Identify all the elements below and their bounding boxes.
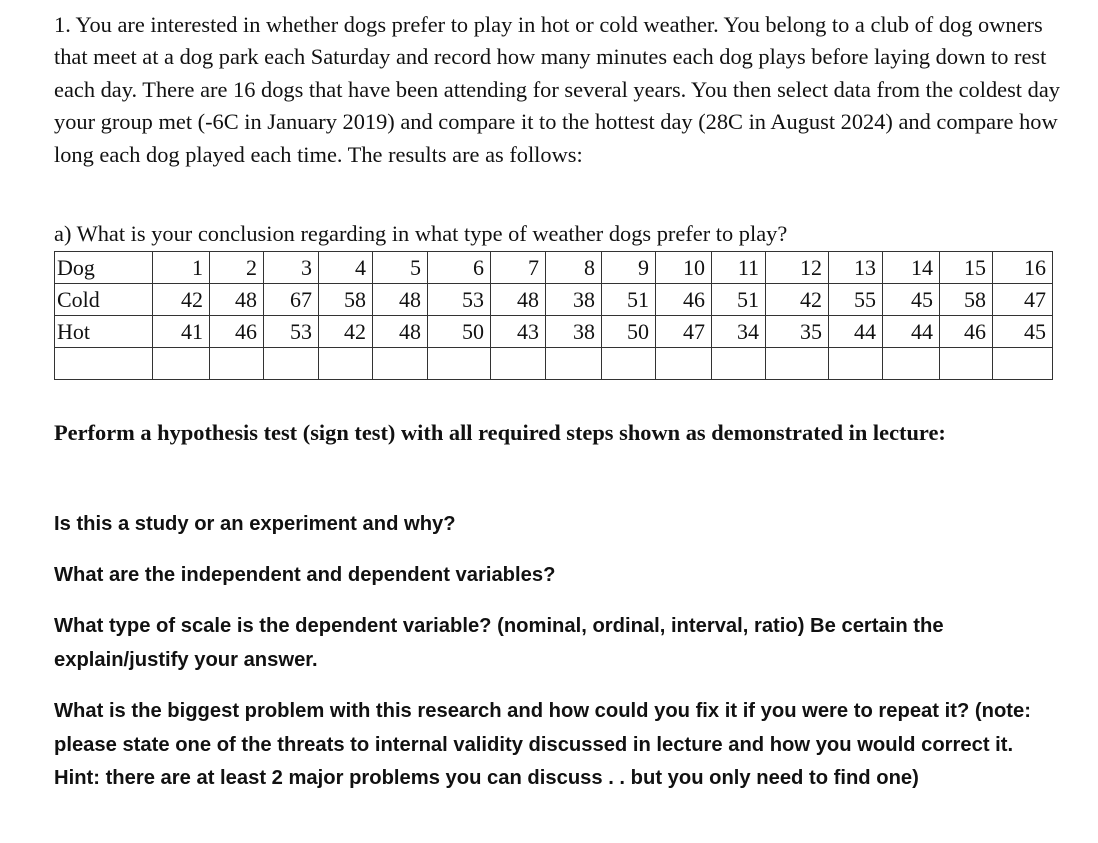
table-cell: 38 (546, 316, 602, 348)
table-cell: 48 (373, 284, 428, 316)
table-cell: 38 (546, 284, 602, 316)
table-cell: 43 (491, 316, 546, 348)
table-cell: 7 (491, 252, 546, 284)
table-cell: 51 (712, 284, 766, 316)
table-cell: 10 (656, 252, 712, 284)
table-cell: 9 (602, 252, 656, 284)
empty-cell (993, 348, 1053, 380)
table-row-cold (55, 284, 1053, 316)
table-cell: 35 (766, 316, 829, 348)
table-cell: 46 (210, 316, 264, 348)
table-cell: 50 (602, 316, 656, 348)
table-row-hot (55, 316, 1053, 348)
hypothesis-instruction: Perform a hypothesis test (sign test) with all required steps shown as demonstrated in lecture: (54, 420, 946, 445)
data-table (54, 251, 1053, 380)
table-cell: 55 (829, 284, 883, 316)
table-cell: 45 (883, 284, 940, 316)
table-cell: 6 (428, 252, 491, 284)
empty-cell (153, 348, 210, 380)
table-cell: 44 (883, 316, 940, 348)
table-cell: 34 (712, 316, 766, 348)
question-study-or-experiment: Is this a study or an experiment and why? (54, 513, 456, 535)
table-cell: 46 (940, 316, 993, 348)
empty-cell (940, 348, 993, 380)
question-a: a) What is your conclusion regarding in what type of weather dogs prefer to play? (54, 221, 788, 246)
table-cell: 15 (940, 252, 993, 284)
table-cell: 47 (656, 316, 712, 348)
table-cell: 11 (712, 252, 766, 284)
table-cell: 58 (319, 284, 373, 316)
table-cell: 8 (546, 252, 602, 284)
empty-cell (546, 348, 602, 380)
empty-cell (373, 348, 428, 380)
empty-cell (766, 348, 829, 380)
table-cell: 51 (602, 284, 656, 316)
empty-cell (602, 348, 656, 380)
table-cell: 12 (766, 252, 829, 284)
table-cell: 42 (766, 284, 829, 316)
table-cell: 53 (264, 316, 319, 348)
table-cell: 42 (153, 284, 210, 316)
empty-cell (829, 348, 883, 380)
table-cell: 48 (491, 284, 546, 316)
question-variables: What are the independent and dependent variables? (54, 564, 556, 586)
table-cell: 1 (153, 252, 210, 284)
table-cell: 44 (829, 316, 883, 348)
table-cell: 4 (319, 252, 373, 284)
table-cell: 48 (210, 284, 264, 316)
table-cell: 41 (153, 316, 210, 348)
table-cell: 42 (319, 316, 373, 348)
table-cell: 67 (264, 284, 319, 316)
empty-cell (491, 348, 546, 380)
table-cell: 2 (210, 252, 264, 284)
empty-cell (210, 348, 264, 380)
table-cell: 53 (428, 284, 491, 316)
empty-cell (319, 348, 373, 380)
row-label: Dog (55, 252, 153, 284)
table-cell: 50 (428, 316, 491, 348)
row-label: Hot (55, 316, 153, 348)
question-scale: What type of scale is the dependent variable? (nominal, ordinal, interval, ratio) Be certain the explain/justify your answer. (54, 615, 944, 671)
row-label: Cold (55, 284, 153, 316)
empty-cell (428, 348, 491, 380)
table-cell: 58 (940, 284, 993, 316)
empty-cell (656, 348, 712, 380)
empty-cell (712, 348, 766, 380)
empty-cell (55, 348, 153, 380)
table-cell: 46 (656, 284, 712, 316)
table-cell: 45 (993, 316, 1053, 348)
table-cell: 16 (993, 252, 1053, 284)
empty-cell (883, 348, 940, 380)
table-cell: 47 (993, 284, 1053, 316)
empty-cell (264, 348, 319, 380)
table-cell: 14 (883, 252, 940, 284)
table-row-dog (55, 252, 1053, 284)
question-biggest-problem: What is the biggest problem with this research and how could you fix it if you were to repeat it? (note: please state one of the threats to internal validity discussed in lecture and how you would correct it. Hint: there are at least 2 major problems you can discuss . . but you only need to find one) (54, 700, 1031, 789)
table-cell: 3 (264, 252, 319, 284)
table-row-blank (55, 348, 1053, 380)
table-cell: 48 (373, 316, 428, 348)
table-cell: 5 (373, 252, 428, 284)
problem-intro: 1. You are interested in whether dogs prefer to play in hot or cold weather. You belong to a club of dog owners that meet at a dog park each Saturday and record how many minutes each dog plays before laying down to rest each day. There are 16 dogs that have been attending for several years. You then select data from the coldest day your group met (-6C in January 2019) and compare it to the hottest day (28C in August 2024) and compare how long each dog played each time. The results are as follows: (54, 12, 1060, 167)
table-cell: 13 (829, 252, 883, 284)
